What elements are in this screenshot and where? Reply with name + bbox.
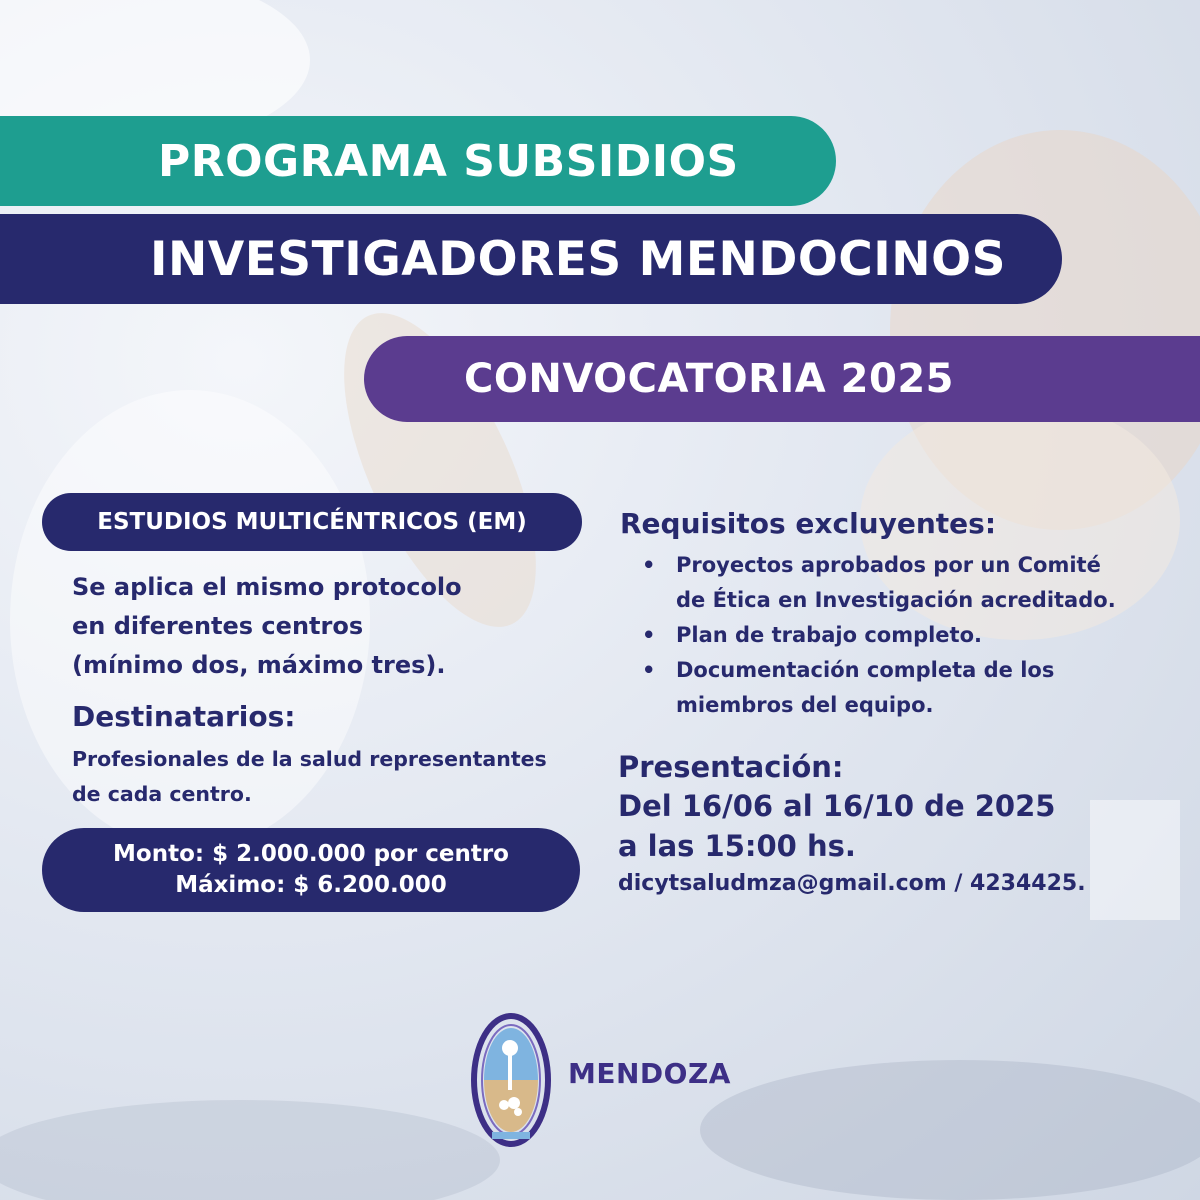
requisito-item	[638, 548, 1146, 618]
title-band-convocatoria	[364, 336, 1200, 422]
monto-text: Monto: $ 2.000.000 por centro	[113, 841, 509, 867]
requisitos-list	[638, 548, 1146, 723]
logo-ribbon	[492, 1132, 530, 1139]
logo-cap	[502, 1040, 518, 1056]
requisito-line: Plan de trabajo completo.	[676, 623, 982, 647]
title-band-investigadores	[0, 214, 1062, 304]
requisito-line: Documentación completa de los	[676, 658, 1055, 682]
description-line: Se aplica el mismo protocolo	[72, 573, 462, 601]
description-line: (mínimo dos, máximo tres).	[72, 651, 446, 679]
title-band-programa	[0, 116, 836, 206]
requisito-item	[638, 653, 1146, 723]
title-investigadores: INVESTIGADORES MENDOCINOS	[150, 231, 1006, 287]
monto-badge	[42, 828, 580, 912]
logo-fruit	[499, 1100, 509, 1110]
destinatarios-line: de cada centro.	[72, 782, 252, 806]
contact-info: dicytsaludmza@gmail.com / 4234425.	[618, 871, 1086, 896]
description-line: en diferentes centros	[72, 612, 364, 640]
blur-shape	[700, 1060, 1200, 1200]
requisito-line: de Ética en Investigación acreditado.	[676, 588, 1116, 612]
requisito-line: Proyectos aprobados por un Comité	[676, 553, 1101, 577]
presentacion-fecha: Del 16/06 al 16/10 de 2025	[618, 789, 1056, 823]
destinatarios-line: Profesionales de la salud representantes	[72, 747, 547, 771]
blur-shape	[1090, 800, 1180, 920]
requisito-item	[638, 618, 1146, 653]
em-description	[72, 568, 462, 685]
title-convocatoria: CONVOCATORIA 2025	[464, 356, 954, 402]
logo-pole	[508, 1054, 512, 1090]
maximo-text: Máximo: $ 6.200.000	[175, 872, 447, 898]
logo-fruit	[514, 1108, 522, 1116]
requisitos-heading: Requisitos excluyentes:	[620, 507, 997, 540]
logo-fruit	[508, 1097, 520, 1109]
em-badge-label: ESTUDIOS MULTICÉNTRICOS (EM)	[97, 509, 527, 535]
bullet-icon: •	[642, 553, 656, 577]
bullet-icon: •	[642, 623, 656, 647]
presentacion-heading: Presentación:	[618, 750, 844, 784]
logo-text: MENDOZA	[568, 1057, 731, 1090]
mendoza-coat-of-arms-icon	[470, 1010, 552, 1150]
destinatarios-body	[72, 742, 547, 812]
presentacion-hora: a las 15:00 hs.	[618, 829, 856, 863]
title-programa: PROGRAMA SUBSIDIOS	[158, 135, 739, 187]
em-badge	[42, 493, 582, 551]
presentacion-dates	[618, 786, 1055, 866]
requisito-line: miembros del equipo.	[676, 693, 934, 717]
blur-shape	[0, 1100, 500, 1200]
destinatarios-heading: Destinatarios:	[72, 700, 296, 733]
bullet-icon: •	[642, 658, 656, 682]
